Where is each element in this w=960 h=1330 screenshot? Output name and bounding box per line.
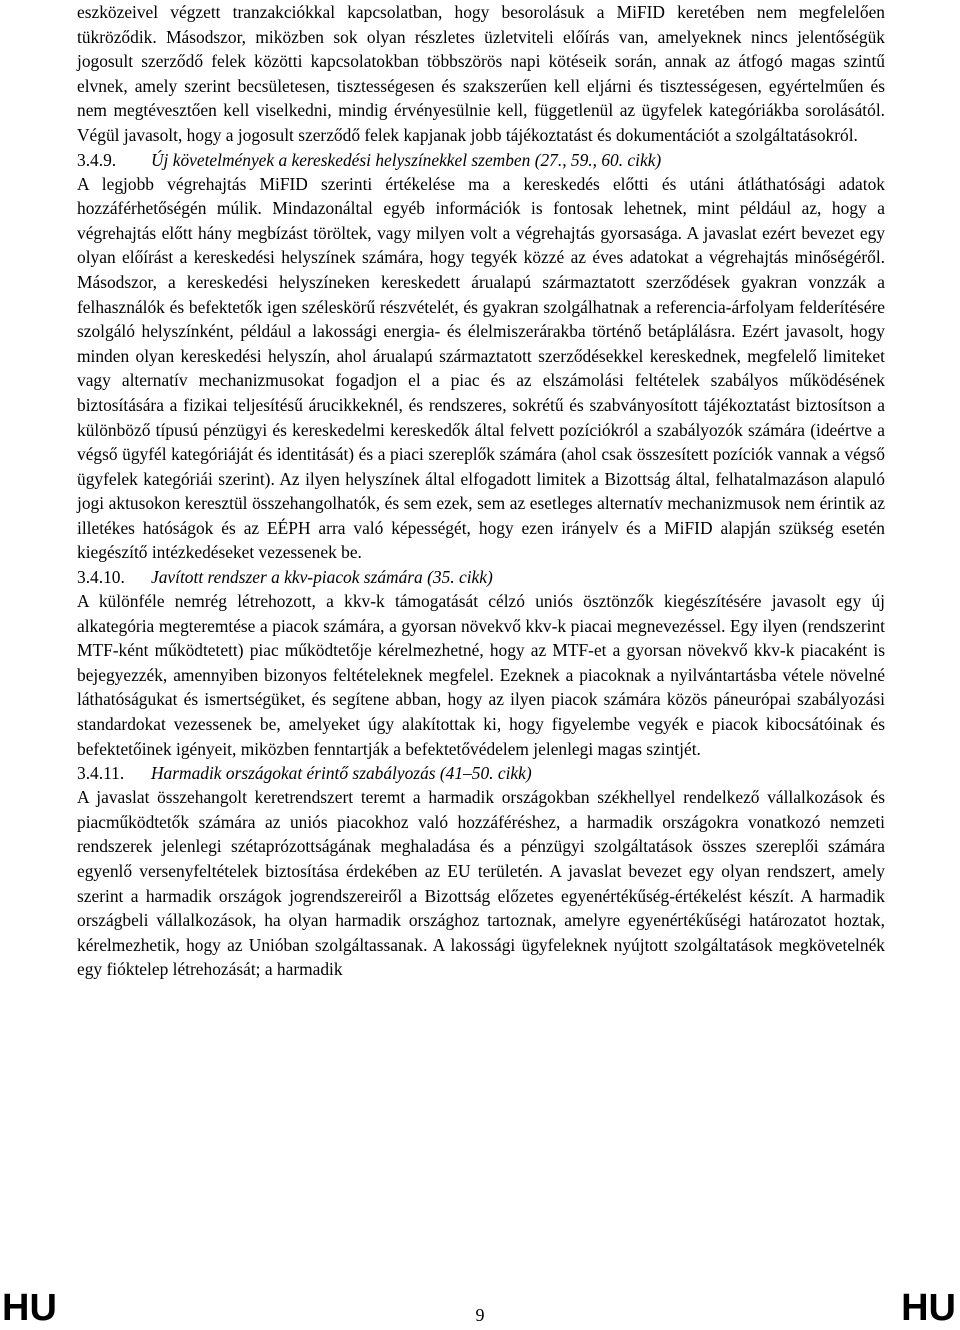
section-title: Új követelmények a kereskedési helyszínekkel szemben (27., 59., 60. cikk) [151,149,662,170]
section-title: Harmadik országokat érintő szabályozás (41–50. cikk) [151,763,532,784]
footer-language-left: HU [2,1287,57,1329]
document-body [77,0,885,982]
section-3-4-10-paragraph: A különféle nemrég létrehozott, a kkv-k támogatását célzó uniós ösztönzők kiegészítésére javasolt egy új alkategória megteremtése a piacok számára, a gyorsan növekvő kkv-k piacai megnevezéssel. Egy ilyen (rendszerint MTF-ként működtetett) piac működtetője kérelmezhetné, hogy az MTF-et a gyorsan növekvő kkv-k piacaként is bejegyezzék, amennyiben bizonyos feltételeknek megfelel. Ezeknek a piacoknak a nyilvántartásba vétele növelné láthatóságukat és ismertségüket, és segítene abban, hogy az ilyen piacok számára közös páneurópai szabályozási standardokat vezessenek be, amelyeket úgy alakítottak ki, hogy figyelembe vegyék e piacok kibocsátóinak és befektetőinek igényeit, miközben fenntartják a befektetővédelem jelenlegi magas szintjét. [77,591,885,759]
section-number: 3.4.9. [77,149,117,170]
section-number: 3.4.11. [77,763,125,784]
section-heading-3-4-10 [77,565,885,589]
section-3-4-11-paragraph: A javaslat összehangolt keretrendszert teremt a harmadik országokban székhellyel rendelkező vállalkozások és piacműködtetők számára az uniós piacokhoz való hozzáféréshez, a harmadik országokra vonatkozó nemzeti rendszerek jelenlegi szétaprózottságának meghaladása és a pénzügyi szolgáltatások összes szereplői számára egyenlő versenyfeltételek biztosítása érdekében az EU területén. A javaslat bevezet egy olyan rendszert, amely szerint a harmadik országok jogrendszereiről a Bizottság előzetes egyenértékűség-értékelést készít. A harmadik országbeli vállalkozások, ha olyan harmadik országhoz tartoznak, amelyre egyenértékűségi határozatot hoztak, kérelmezhetik, hogy az Unióban szolgáltassanak. A lakossági ügyfeleknek nyújtott szolgáltatások megkövetelnék egy fióktelep létrehozását; a harmadik [77,787,885,980]
footer-language-right: HU [901,1287,956,1329]
section-heading-3-4-11 [77,761,885,785]
intro-paragraph: eszközeivel végzett tranzakciókkal kapcsolatban, hogy besorolásuk a MiFID keretében nem megfelelően tükröződik. Másodszor, miközben sok olyan részletes üzletviteli előírás van, amelyeknek nincs jelentőségük jogosult szerződő felek közötti kapcsolatokban többszörös napi kötéseik során, annak az átfogó magas szintű elvnek, amely szerint becsületesen, tisztességesen és szakszerűen kell eljárni és tisztességesen, egyértelműen és nem megtévesztően kell viselkedni, mindig érvényesülnie kell, függetlenül az ügyfelek kategóriákba sorolásától. Végül javasolt, hogy a jogosult szerződő felek kapjanak jobb tájékoztatást és dokumentációt a szolgáltatásokról. [77,2,885,145]
section-3-4-9-paragraph: A legjobb végrehajtás MiFID szerinti értékelése ma a kereskedés előtti és utáni átláthatósági adatok hozzáférhetőségén múlik. Mindazonáltal egyéb információk is fontosak lehetnek, mint például az, hogy a végrehajtás előtt hány megbízást töröltek, vagy milyen volt a végrehajtás gyorsasága. A javaslat ezért bevezet egy olyan előírást a kereskedési helyszínek számára, hogy tegyék közzé az éves adatokat a végrehajtás minőségéről. Másodszor, a kereskedési helyszíneken kereskedett árualapú származtatott szerződések gyakran vonzzák a felhasználók és befektetők igen széleskörű részvételét, és gyakran szolgálhatnak a referencia-árfolyam felderítésére szolgáló helyszínként, például a lakossági energia- és élelmiszerárakba történő betáplálásra. Ezért javasolt, hogy minden olyan kereskedési helyszín, ahol árualapú származtatott szerződésekkel kereskednek, megfelelő limiteket vagy alternatív mechanizmusokat fogadjon el a piac és az elszámolási feltételek szabályos működésének biztosítására a fizikai teljesítésű árucikkeknél, és rendszeres, sokrétű és szabványosított tájékoztatást biztosítson a különböző típusú pénzügyi és kereskedelmi kereskedők által felvett pozíciókról a szabályozók számára (ideértve a végső ügyfél kategóriáját és identitását) és a piaci szereplők számára (ahol csak összesített pozíciók vannak a végső ügyfelek kategóriái szerint). Az ilyen helyszínek által elfogadott limitek a Bizottság által, felhatalmazáson alapuló jogi aktusokon keresztül összehangolhatók, és sem ezek, sem az esetleges alternatív mechanizmusok nem érintik az illetékes hatóságok és az EÉPH arra való képességét, hogy ezen irányelv és a MiFID alapján szükség esetén kiegészítő intézkedéseket vezessenek be. [77,173,885,563]
section-number: 3.4.10. [77,567,125,588]
page-number: 9 [475,1305,485,1325]
section-heading-3-4-9 [77,148,885,172]
section-title: Javított rendszer a kkv-piacok számára (35. cikk) [151,567,493,588]
